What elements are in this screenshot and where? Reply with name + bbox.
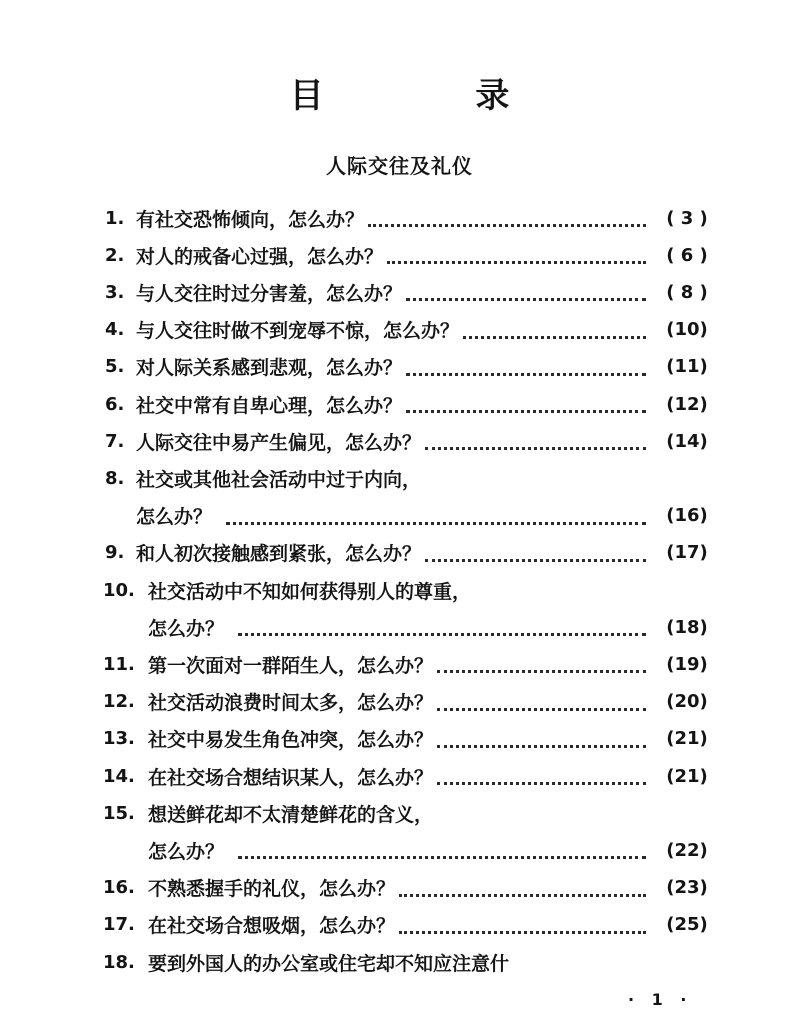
entry-number: 10. [103, 579, 135, 601]
dot-leader [399, 929, 646, 934]
entry-title: 社交活动浪费时间太多，怎么办？ [148, 692, 434, 715]
entry-title: 社交或其他社会活动中过于内向， [136, 468, 422, 491]
entry-number: 2. [105, 244, 125, 266]
toc-entry [0, 200, 799, 236]
toc-entry [0, 795, 799, 831]
entry-page-number: (12) [666, 393, 708, 415]
entry-title: 在社交场合想结识某人，怎么办？ [148, 766, 434, 789]
entry-number: 6. [105, 393, 125, 415]
toc-entry [0, 386, 799, 422]
dot-leader [437, 743, 646, 748]
toc-entry [0, 721, 799, 757]
entry-page-number: (16) [666, 505, 708, 527]
page-number: · 1 · [628, 990, 693, 1009]
toc-entry [0, 237, 799, 273]
entry-title: 和人初次接触感到紧张，怎么办？ [136, 543, 422, 566]
entry-title: 与人交往时过分害羞，怎么办？ [136, 282, 403, 305]
toc-entry [0, 646, 799, 682]
dot-leader [226, 520, 646, 525]
entry-title: 社交中常有自卑心理，怎么办？ [136, 394, 403, 417]
dot-leader [387, 259, 646, 264]
toc-entry-continuation [0, 832, 799, 868]
toc-entry [0, 535, 799, 571]
entry-page-number: (21) [666, 728, 708, 750]
dot-leader [406, 371, 646, 376]
entry-page-number: (11) [666, 356, 708, 378]
entry-number: 8. [105, 467, 125, 489]
entry-page-number: (21) [666, 765, 708, 787]
entry-number: 18. [103, 951, 135, 973]
entry-title: 与人交往时做不到宠辱不惊，怎么办？ [136, 320, 460, 343]
toc-entry [0, 312, 799, 348]
entry-number: 11. [103, 653, 135, 675]
dot-leader [238, 854, 646, 859]
entry-page-number: ( 8 ) [666, 281, 708, 303]
entry-number: 1. [105, 207, 125, 229]
entry-title: 对人际关系感到悲观，怎么办？ [136, 357, 403, 380]
dot-leader [425, 445, 646, 450]
dot-leader [399, 892, 646, 897]
entry-number: 14. [103, 765, 135, 787]
section-title: 人际交往及礼仪 [326, 154, 473, 178]
entry-page-number: (17) [666, 542, 708, 564]
dot-leader [238, 631, 646, 636]
entry-number: 7. [105, 430, 125, 452]
entry-number: 5. [105, 356, 125, 378]
toc-entry [0, 423, 799, 459]
entry-number: 17. [103, 914, 135, 936]
entry-number: 4. [105, 319, 125, 341]
entry-title: 要到外国人的办公室或住宅却不知应注意什 [148, 952, 510, 975]
toc-entry [0, 460, 799, 496]
entry-title-continued: 怎么办？ [148, 840, 225, 863]
entry-page-number: (14) [666, 430, 708, 452]
entry-number: 12. [103, 691, 135, 713]
entry-number: 9. [105, 542, 125, 564]
entry-title: 社交中易发生角色冲突，怎么办？ [148, 729, 434, 752]
toc-entry [0, 274, 799, 310]
entry-page-number: (23) [666, 877, 708, 899]
entry-title: 想送鲜花却不太清楚鲜花的含义， [148, 803, 434, 826]
dot-leader [406, 296, 646, 301]
entry-page-number: ( 6 ) [666, 244, 708, 266]
dot-leader [437, 706, 646, 711]
toc-entry [0, 870, 799, 906]
entry-number: 15. [103, 802, 135, 824]
entry-title: 人际交往中易产生偏见，怎么办？ [136, 431, 422, 454]
entry-page-number: (18) [666, 616, 708, 638]
entry-title: 社交活动中不知如何获得别人的尊重， [148, 580, 472, 603]
dot-leader [425, 557, 646, 562]
toc-entry-continuation [0, 498, 799, 534]
entry-page-number: (20) [666, 691, 708, 713]
entry-title: 不熟悉握手的礼仪，怎么办？ [148, 878, 396, 901]
toc-entry [0, 907, 799, 943]
dot-leader [437, 780, 646, 785]
entry-title-continued: 怎么办？ [136, 506, 213, 529]
dot-leader [437, 668, 646, 673]
entry-page-number: (25) [666, 914, 708, 936]
entry-page-number: (10) [666, 319, 708, 341]
entry-title: 有社交恐怖倾向，怎么办？ [136, 208, 365, 231]
toc-entry [0, 944, 799, 980]
toc-entry [0, 572, 799, 608]
page-title: 目 录 [289, 76, 580, 116]
toc-entry-continuation [0, 609, 799, 645]
entry-page-number: (19) [666, 653, 708, 675]
entry-number: 3. [105, 281, 125, 303]
dot-leader [406, 408, 646, 413]
entry-page-number: (22) [666, 839, 708, 861]
entry-title: 对人的戒备心过强，怎么办？ [136, 245, 384, 268]
toc-entry [0, 349, 799, 385]
toc-entry [0, 758, 799, 794]
toc-entry [0, 684, 799, 720]
dot-leader [368, 222, 646, 227]
entry-number: 16. [103, 877, 135, 899]
entry-title: 第一次面对一群陌生人，怎么办？ [148, 654, 434, 677]
dot-leader [463, 334, 646, 339]
entry-page-number: ( 3 ) [666, 207, 708, 229]
entry-number: 13. [103, 728, 135, 750]
entry-title-continued: 怎么办？ [148, 617, 225, 640]
entry-title: 在社交场合想吸烟，怎么办？ [148, 915, 396, 938]
